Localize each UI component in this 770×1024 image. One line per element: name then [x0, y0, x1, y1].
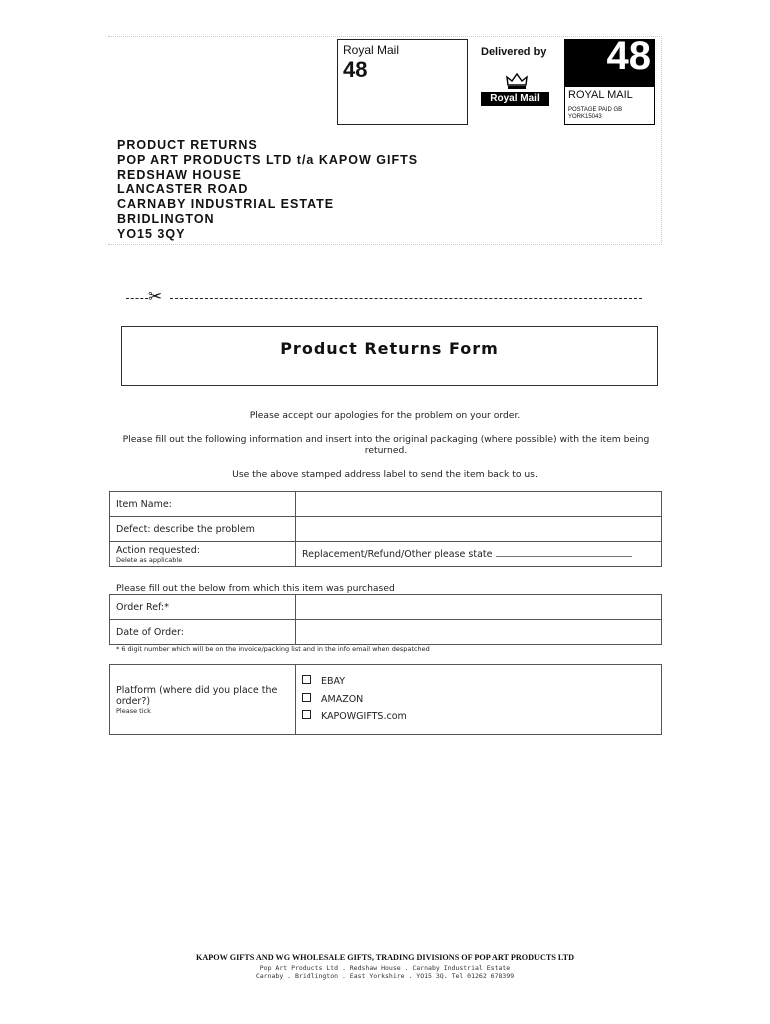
cut-line — [126, 289, 642, 307]
platform-label-cell — [110, 665, 296, 735]
intro-label-note: Use the above stamped address label to send the item back to us. — [232, 469, 538, 480]
footer-address-line: Carnaby . Bridlington . East Yorkshire . YO15 3Q. Tel 01262 678399 — [255, 972, 515, 980]
delivered-by-text: Delivered by — [481, 46, 547, 58]
checkbox-icon[interactable] — [302, 675, 311, 684]
postage-paid-box — [564, 34, 655, 125]
intro-apology: Please accept our apologies for the problem on your order. — [249, 410, 521, 421]
option-label: EBAY — [321, 676, 346, 688]
address-line: YO15 3QY — [117, 226, 186, 241]
order-ref-field[interactable] — [296, 595, 662, 620]
platform-option-kapowgifts[interactable] — [302, 708, 655, 726]
item-name-label: Item Name: — [110, 492, 296, 517]
address-line: REDSHAW HOUSE — [117, 167, 242, 182]
order-date-field[interactable] — [296, 620, 662, 645]
order-ref-label: Order Ref:* — [110, 595, 296, 620]
platform-table — [109, 664, 662, 735]
dash-line-right — [170, 298, 642, 299]
postage-line-2: YORK15043 — [568, 114, 602, 120]
address-line: BRIDLINGTON — [117, 211, 215, 226]
option-label: AMAZON — [321, 693, 364, 705]
option-label: KAPOWGIFTS.com — [321, 711, 407, 723]
form-title-box — [121, 326, 658, 386]
action-note: Delete as applicable — [116, 555, 183, 564]
action-value: Replacement/Refund/Other please state — [302, 548, 493, 560]
footer-company: KAPOW GIFTS AND WG WHOLESALE GIFTS, TRADING DIVISIONS OF POP ART PRODUCTS LTD — [195, 953, 574, 962]
address-line: POP ART PRODUCTS LTD t/a KAPOW GIFTS — [117, 152, 419, 167]
address-line: CARNABY INDUSTRIAL ESTATE — [117, 197, 335, 212]
table-row — [110, 492, 662, 517]
postage-paid-text — [568, 107, 622, 121]
table-row — [110, 517, 662, 542]
address-line: PRODUCT RETURNS — [117, 138, 258, 152]
royal-mail-48-box — [337, 39, 468, 125]
action-label: Action requested: — [116, 544, 200, 556]
form-title: Product Returns Form — [280, 339, 499, 358]
table-row — [110, 542, 662, 567]
scissors-icon: ✂ — [148, 287, 163, 307]
order-ref-footnote: * 6 digit number which will be on the invoice/packing list and in the info email when despatched — [116, 645, 430, 653]
crown-icon — [504, 71, 530, 91]
platform-option-ebay[interactable] — [302, 673, 655, 691]
checkbox-icon[interactable] — [302, 693, 311, 702]
royal-mail-logo: Royal Mail — [481, 92, 549, 106]
platform-label: Platform (where did you place the order?) — [116, 684, 278, 707]
table-row — [110, 665, 662, 735]
order-table — [109, 594, 662, 645]
item-details-table — [109, 491, 662, 567]
address-line: LANCASTER ROAD — [117, 182, 249, 197]
platform-note: Please tick — [116, 706, 151, 715]
defect-field[interactable] — [296, 517, 662, 542]
table-row — [110, 595, 662, 620]
return-address — [117, 138, 418, 242]
footer-address-line: Pop Art Products Ltd . Redshaw House . Carnaby Industrial Estate — [259, 964, 511, 972]
platform-options-cell — [296, 665, 662, 735]
purchase-caption: Please fill out the below from which this item was purchased — [116, 583, 395, 594]
footer-address — [0, 964, 770, 980]
postage-royal-mail-label: ROYAL MAIL — [568, 89, 633, 101]
postage-48-number: 48 — [606, 34, 651, 78]
intro-instructions: Please fill out the following information and insert into the original packaging (where possible) with the item being returned. — [122, 434, 650, 456]
action-write-line[interactable] — [496, 549, 632, 557]
postage-48-badge — [565, 34, 654, 87]
defect-label: Defect: describe the problem — [110, 517, 296, 542]
table-row — [110, 620, 662, 645]
platform-option-amazon[interactable] — [302, 691, 655, 709]
action-label-cell — [110, 542, 296, 567]
postage-line-1: POSTAGE PAID GB — [568, 107, 623, 113]
checkbox-icon[interactable] — [302, 710, 311, 719]
dash-line-left — [126, 298, 148, 299]
royal-mail-text: Royal Mail — [343, 43, 400, 57]
royal-mail-number: 48 — [343, 57, 368, 82]
order-date-label: Date of Order: — [110, 620, 296, 645]
item-name-field[interactable] — [296, 492, 662, 517]
action-field[interactable] — [296, 542, 662, 567]
